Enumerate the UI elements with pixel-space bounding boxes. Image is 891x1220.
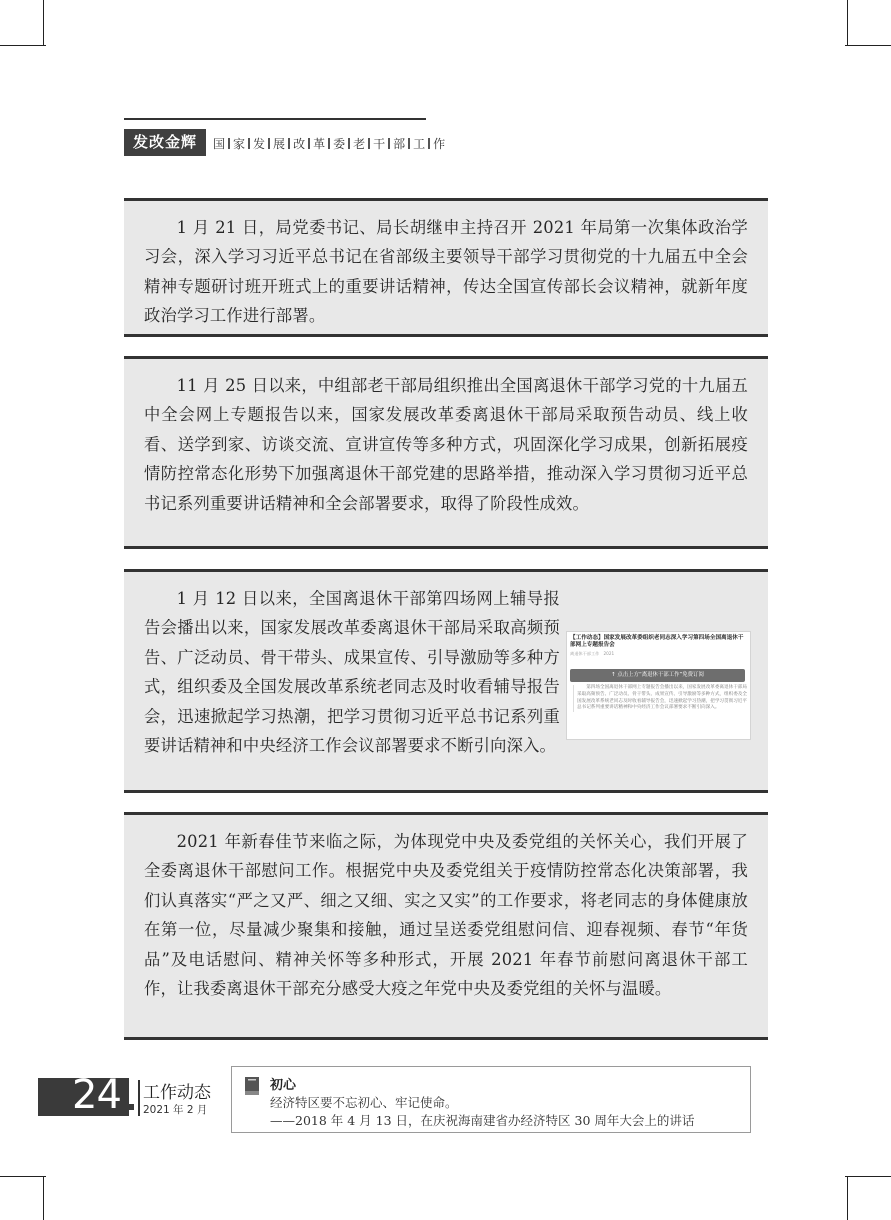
subtitle-char: 国: [213, 137, 226, 151]
column-logo: 发改金辉: [124, 129, 206, 156]
subscribe-button: [570, 669, 745, 682]
crop-mark: [847, 1176, 848, 1220]
news-paragraph: 11 月 25 日以来，中组部老干部局组织推出全国离退休干部学习党的十九届五中全会网上专题报告以来，国家发展改革委离退休干部局采取预告动员、线上收看、送学到家、访谈交流、宣讲宣传等多种方式，巩固深化学习成果，创新拓展疫情防控常态化形势下加强离退休干部党建的思路举措，推动深入学习贯彻习近平总书记系列重要讲话精神和全会部署要求，取得了阶段性成效。: [144, 376, 748, 513]
page-number: 24: [72, 1072, 121, 1118]
book-icon: [244, 1076, 260, 1096]
quote-box: [231, 1066, 751, 1133]
subtitle-char: 老: [353, 137, 366, 151]
quote-text: 经济特区要不忘初心、牢记使命。: [270, 1095, 458, 1110]
separator: [228, 138, 230, 149]
column-subtitle: [213, 135, 445, 152]
news-panel: [124, 356, 768, 549]
subtitle-char: 改: [293, 137, 306, 151]
separator: [388, 138, 390, 149]
separator: [428, 138, 430, 149]
separator: [408, 138, 410, 149]
issue-date: 2021 年 2 月: [143, 1104, 208, 1116]
news-panel: [124, 198, 768, 337]
subtitle-char: 作: [433, 137, 446, 151]
separator: [308, 138, 310, 149]
separator: [368, 138, 370, 149]
separator: [268, 138, 270, 149]
screenshot-meta: 离退休干部工作 2021: [570, 651, 615, 656]
separator: [348, 138, 350, 149]
crop-mark: [0, 45, 46, 46]
crop-mark: [847, 0, 848, 46]
news-panel: [124, 812, 768, 1040]
subtitle-char: 家: [233, 137, 246, 151]
news-paragraph: 1 月 21 日，局党委书记、局长胡继申主持召开 2021 年局第一次集体政治学习会，深入学习习近平总书记在省部级主要领导干部学习贯彻党的十九届五中全会精神专题研讨班开班式上的重要讲话精神，传达全国宣传部长会议精神，就新年度政治学习工作进行部署。: [144, 218, 748, 326]
crop-mark: [43, 1176, 44, 1220]
subtitle-char: 展: [273, 137, 286, 151]
screenshot-body: 第四场全国离退休干部网上专题报告会播出以来，国家发展改革委离退休干部局采取高频预告、广泛动员、骨干带头、成果宣传、引导激励等多种方式，组织委及全国发展改革系统老同志及时收看辅导报告会，迅速掀起学习热潮，把学习贯彻习近平总书记系列重要讲话精神和中央经济工作会议部署要求不断引向深入。: [573, 685, 747, 712]
subscribe-label: 点击上方“离退休干部工作”免费订阅: [617, 672, 704, 678]
footer-divider: [138, 1080, 140, 1116]
subtitle-char: 部: [393, 137, 406, 151]
subtitle-char: 委: [333, 137, 346, 151]
section-title: 工作动态: [143, 1083, 211, 1103]
separator: [288, 138, 290, 149]
separator: [248, 138, 250, 149]
article-screenshot: [566, 631, 751, 740]
header-rule: [124, 118, 426, 120]
crop-mark: [845, 45, 891, 46]
arrow-up-icon: ↑: [611, 672, 618, 678]
subtitle-char: 干: [373, 137, 386, 151]
news-paragraph: 2021 年新春佳节来临之际，为体现党中央及委党组的关怀关心，我们开展了全委离退休干部慰问工作。根据党中央及委党组关于疫情防控常态化决策部署，我们认真落实“严之又严、细之又细、实之又实”的工作要求，将老同志的身体健康放在第一位，尽量减少聚集和接触，通过呈送委党组慰问信、迎春视频、春节“年货品”及电话慰问、精神关怀等多种形式，开展 2021 年春节前慰问离退休干部工作，让我委离退休干部充分感受大疫之年党中央及委党组的关怀与温暖。: [144, 832, 748, 999]
screenshot-title: 【工作动态】国家发展改革委组织老同志深入学习第四场全国离退休干部网上专题报告会: [570, 635, 744, 648]
news-paragraph: 1 月 12 日以来，全国离退休干部第四场网上辅导报告会播出以来，国家发展改革委离退休干部局采取高频预告、广泛动员、骨干带头、成果宣传、引导激励等多种方式，组织委及全国发展改革系统老同志及时收看辅导报告会，迅速掀起学习热潮，把学习贯彻习近平总书记系列重要讲话精神和中央经济工作会议部署要求不断引向深入。: [144, 589, 560, 756]
separator: [328, 138, 330, 149]
quote-source: ——2018 年 4 月 13 日，在庆祝海南建省办经济特区 30 周年大会上的讲话: [270, 1113, 695, 1128]
subtitle-char: 工: [413, 137, 426, 151]
quote-title: 初心: [270, 1078, 297, 1093]
page-number-dot: [128, 1104, 134, 1110]
subtitle-char: 革: [313, 137, 326, 151]
crop-mark: [0, 1176, 46, 1177]
subtitle-char: 发: [253, 137, 266, 151]
crop-mark: [845, 1176, 891, 1177]
crop-mark: [43, 0, 44, 46]
